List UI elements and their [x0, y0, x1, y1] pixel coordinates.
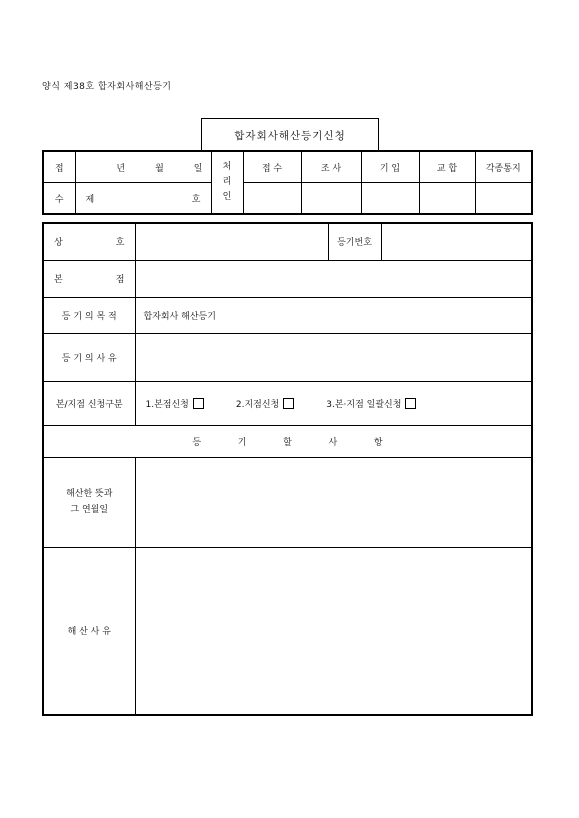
sangho-label: 상 — [54, 238, 63, 249]
reason-label: 등 기 의 사 유 — [43, 333, 135, 381]
branch-options — [135, 381, 532, 425]
year-label: 년 — [116, 163, 126, 174]
col-jeopsu: 접 수 — [243, 151, 301, 183]
checkbox-all[interactable] — [405, 398, 416, 409]
bonjeom-input[interactable] — [135, 260, 532, 297]
jeopsu-sign-cell[interactable] — [243, 183, 301, 215]
matters-char-5: 항 — [373, 437, 383, 448]
month-label: 월 — [155, 163, 164, 174]
col-gyohap: 교 합 — [419, 151, 475, 183]
receipt-number-cell[interactable] — [75, 183, 211, 215]
receipt-date-cell[interactable] — [75, 151, 211, 183]
reg-number-label: 등기번호 — [328, 223, 381, 260]
cheori-char-1: 처 — [222, 162, 232, 172]
dissolution-label-line-1: 해산한 뜻과 — [66, 489, 113, 499]
option-all: 3.본·지점 일괄신청 — [326, 399, 402, 410]
dissolution-label-line-2: 그 연월일 — [70, 505, 109, 515]
receipt-table — [42, 150, 533, 215]
reason-input[interactable] — [135, 333, 532, 381]
form-number-label: 양식 제38호 합자회사해산등기 — [42, 82, 172, 92]
gyohap-sign-cell[interactable] — [419, 183, 475, 215]
bonjeom-label-cell — [43, 260, 135, 297]
je-label: 제 — [85, 194, 95, 205]
matters-header — [43, 425, 532, 457]
checkbox-branch[interactable] — [283, 398, 294, 409]
ho-label: 호 — [191, 194, 201, 205]
purpose-value[interactable]: 합자회사 해산등기 — [135, 297, 532, 333]
josa-sign-cell[interactable] — [301, 183, 361, 215]
processor-cell — [211, 151, 243, 214]
dissolution-reason-label: 해 산 사 유 — [43, 547, 135, 715]
registration-table — [42, 222, 533, 716]
col-josa: 조 사 — [301, 151, 361, 183]
day-label: 일 — [193, 163, 203, 174]
option-branch: 2.지점신청 — [235, 399, 280, 410]
matters-char-2: 기 — [237, 437, 247, 448]
matters-char-1: 등 — [192, 437, 202, 448]
purpose-label: 등 기 의 목 적 — [43, 297, 135, 333]
checkbox-head-office[interactable] — [193, 398, 204, 409]
option-head-office: 1.본점신청 — [145, 399, 189, 410]
branch-label: 본/지점 신청구분 — [43, 381, 135, 425]
sangho-label-cell — [43, 223, 135, 260]
dissolution-reason-input[interactable] — [135, 547, 532, 715]
giip-sign-cell[interactable] — [361, 183, 419, 215]
bonjeom-label: 본 — [54, 275, 63, 285]
receipt-su: 수 — [43, 183, 75, 215]
notice-sign-cell[interactable] — [475, 183, 532, 215]
bonjeom-label-2: 점 — [115, 275, 125, 285]
col-giip: 기 입 — [361, 151, 419, 183]
matters-char-4: 사 — [328, 437, 338, 448]
receipt-jeop: 접 — [43, 151, 75, 183]
sangho-label-2: 호 — [115, 238, 125, 249]
sangho-input[interactable] — [135, 223, 328, 260]
form-title: 합자회사해산등기신청 — [201, 118, 379, 152]
cheori-char-2: 리 — [222, 177, 232, 187]
reg-number-input[interactable] — [381, 223, 532, 260]
dissolution-label — [43, 457, 135, 547]
col-notice: 각종통지 — [475, 151, 532, 183]
matters-char-3: 할 — [283, 437, 292, 448]
cheori-char-3: 인 — [222, 192, 232, 202]
dissolution-input[interactable] — [135, 457, 532, 547]
